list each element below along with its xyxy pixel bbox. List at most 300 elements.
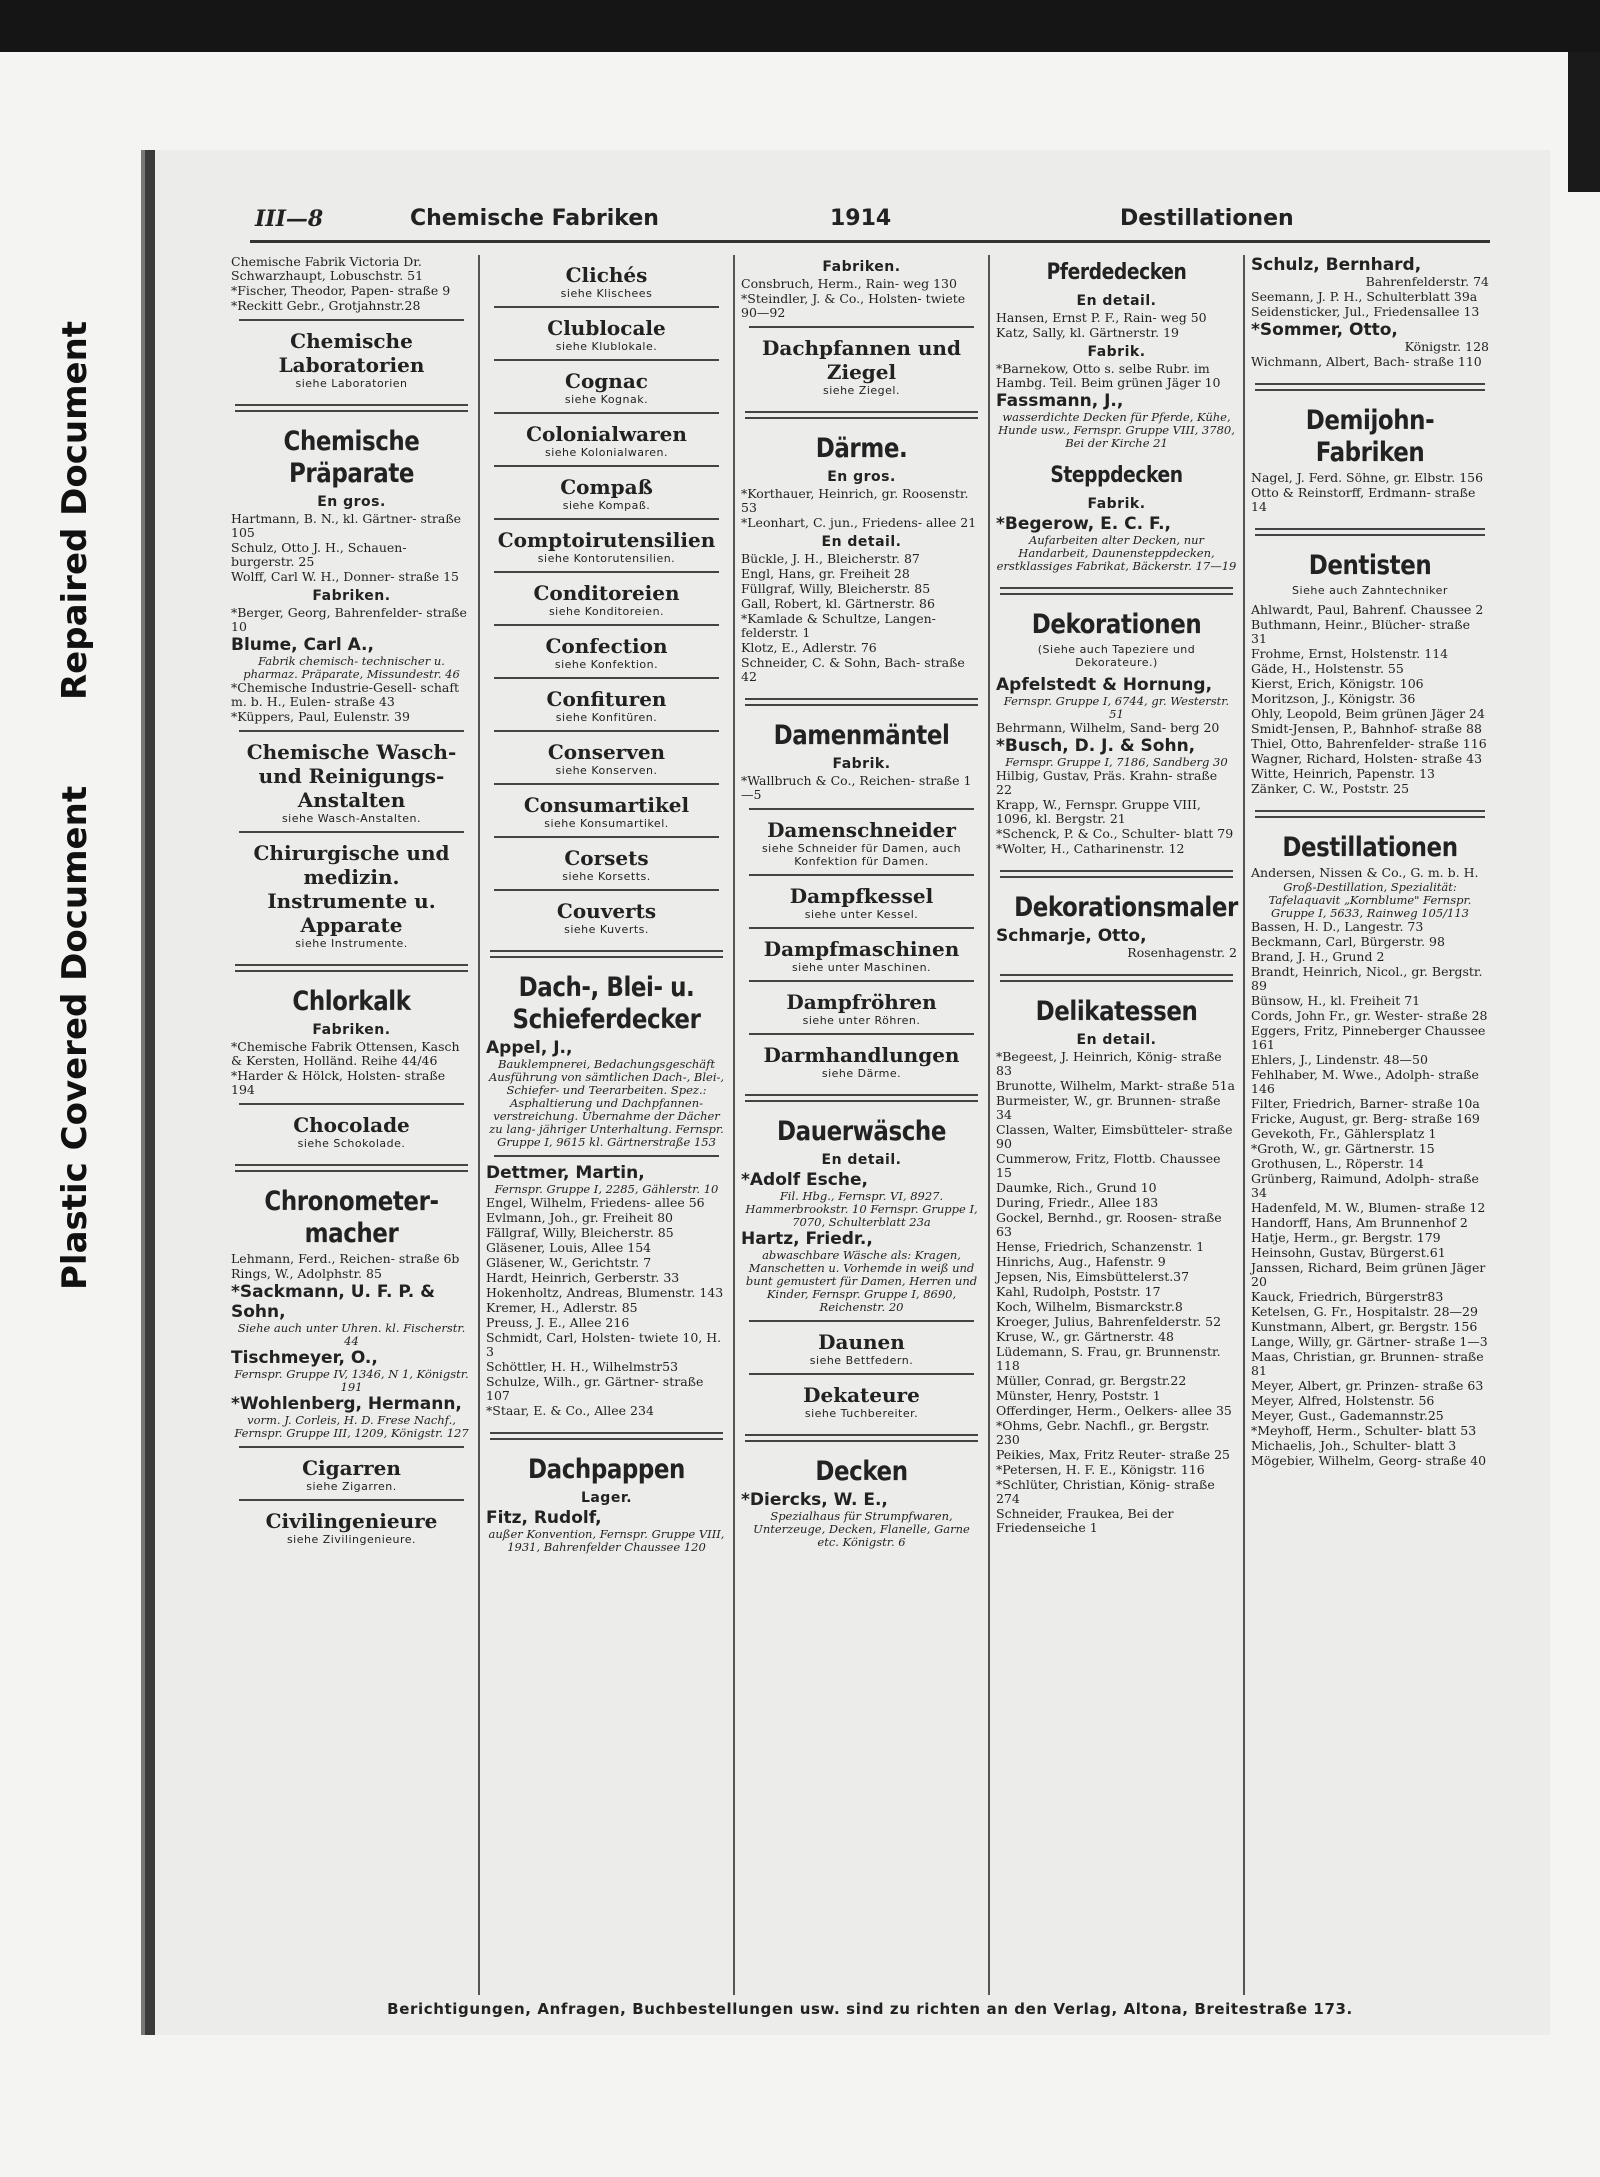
list-item: Gläsener, Louis, Allee 154 [486,1240,652,1255]
list-item: Hinrichs, Aug., Hafenstr. 9 [996,1254,1166,1269]
firm-details: Aufarbeiten alter Decken, nur Handarbeit, Daunensteppdecken, erstklassiges Fabrikat, Bäckerstr. 17—19 [996,533,1237,573]
subheading: Fabrik. [832,756,891,772]
list-item: Kremer, H., Adlerstr. 85 [486,1300,638,1315]
divider [239,319,464,321]
list-item: Classen, Walter, Eimsbütteler- straße 90 [996,1122,1233,1151]
list-item: Daumke, Rich., Grund 10 [996,1180,1157,1195]
firm-details: wasserdichte Decken für Pferde, Kühe, Hunde usw., Fernspr. Gruppe VIII, 3780, Bei der Kirche 21 [998,410,1235,450]
list-item: Engl, Hans, gr. Freiheit 28 [741,566,910,581]
section-heading: Chronometer- macher [264,1186,439,1249]
list-item: Seemann, J. P. H., Schulterblatt 39a [1251,289,1478,304]
list-item: Koch, Wilhelm, Bismarckstr.8 [996,1299,1183,1314]
firm-name: *Begerow, E. C. F., [996,514,1172,534]
section-heading: Consumartikel [523,793,690,817]
column-5 [1245,255,1495,1995]
list-item: Fricke, August, gr. Berg- straße 169 [1251,1111,1480,1126]
firm-name: Dettmer, Martin, [486,1163,645,1183]
section-heading: Dampfröhren [786,990,937,1014]
firm-name: *Diercks, W. E., [741,1490,888,1510]
firm-name: Fitz, Rudolf, [486,1508,602,1528]
list-item: *Kamlade & Schultze, Langen- felderstr. 1 [741,611,936,640]
list-item: Füllgraf, Willy, Bleicherstr. 85 [741,581,931,596]
section-heading: Compaß [560,475,653,499]
see-reference: siehe Bettfedern. [809,1354,914,1367]
section-heading: Colonialwaren [526,422,687,446]
list-item: Klotz, E., Adlerstr. 76 [741,640,877,655]
firm-name: Hartz, Friedr., [741,1229,873,1249]
section-heading: Darmhandlungen [763,1043,960,1067]
section-heading: Dampfkessel [789,884,934,908]
list-item: Eggers, Fritz, Pinneberger Chaussee 161 [1251,1023,1486,1052]
list-item: Brand, J. H., Grund 2 [1251,949,1385,964]
repaired-document-label: Repaired Document [55,320,95,700]
divider [494,889,719,891]
list-item: *Harder & Hölck, Holsten- straße 194 [231,1068,446,1097]
see-reference: siehe Konfitüren. [555,711,658,724]
list-item: Offerdinger, Herm., Oelkers- allee 35 [996,1403,1232,1418]
divider [749,980,974,982]
divider [494,412,719,414]
see-reference: siehe Konditoreien. [548,605,665,618]
divider [494,677,719,679]
firm-details: Königstr. 128 [1404,339,1489,354]
divider [494,359,719,361]
list-item: Hardt, Heinrich, Gerberstr. 33 [486,1270,680,1285]
divider [1000,587,1233,595]
section-heading: Chocolade [293,1113,410,1137]
see-reference: siehe Zivilingenieure. [286,1533,417,1546]
list-item: Schneider, Fraukea, Bei der Friedenseiche 1 [996,1506,1174,1535]
see-reference: siehe Kompaß. [562,499,651,512]
divider [749,326,974,328]
list-item: Schulz, Otto J. H., Schauen- burgerstr. 25 [231,540,407,569]
list-item: Michaelis, Joh., Schulter- blatt 3 [1251,1438,1457,1453]
list-item: Burmeister, W., gr. Brunnen- straße 34 [996,1093,1221,1122]
section-heading: Cigarren [302,1456,401,1480]
list-item: *Küppers, Paul, Eulenstr. 39 [231,709,410,724]
list-item: *Petersen, H. F. E., Königstr. 116 [996,1462,1205,1477]
list-item: Müller, Conrad, gr. Bergstr.22 [996,1373,1187,1388]
see-reference: siehe Konserven. [555,764,658,777]
list-item: Wagner, Richard, Holsten- straße 43 [1251,751,1483,766]
list-item: Peikies, Max, Fritz Reuter- straße 25 [996,1447,1230,1462]
divider [494,783,719,785]
divider [494,571,719,573]
list-item: Andersen, Nissen & Co., G. m. b. H. [1251,865,1479,880]
list-item: *Chemische Industrie-Gesell- schaft m. b. H., Eulen- straße 43 [231,680,459,709]
list-item: Wolff, Carl W. H., Donner- straße 15 [231,569,460,584]
section-heading: Dachpappen [528,1454,685,1485]
section-heading: Dekorationsmaler [1014,892,1238,923]
list-item: Grothusen, L., Röperstr. 14 [1251,1156,1424,1171]
see-reference: siehe Kuverts. [564,923,649,936]
see-reference: siehe Schneider für Damen, auch Konfektion für Damen. [761,842,962,868]
list-item: Janssen, Richard, Beim grünen Jäger 20 [1251,1260,1486,1289]
list-item: Krapp, W., Fernspr. Gruppe VIII, 1096, kl. Bergstr. 21 [996,797,1201,826]
list-item: Maas, Christian, gr. Brunnen- straße 81 [1251,1349,1484,1378]
column-3 [735,255,990,1995]
subheading: Fabriken. [312,1022,391,1038]
list-item: Ahlwardt, Paul, Bahrenf. Chaussee 2 [1251,602,1484,617]
section-heading: Dekateure [803,1383,920,1407]
list-item: Gall, Robert, kl. Gärtnerstr. 86 [741,596,935,611]
divider [745,1434,978,1442]
divider [1255,383,1485,391]
list-item: *Schenck, P. & Co., Schulter- blatt 79 [996,826,1234,841]
list-item: Hartmann, B. N., kl. Gärtner- straße 105 [231,511,462,540]
list-item: Kroeger, Julius, Bahrenfelderstr. 52 [996,1314,1222,1329]
section-heading: Conserven [547,740,666,764]
list-item: Hokenholtz, Andreas, Blumenstr. 143 [486,1285,724,1300]
list-item: Ehlers, J., Lindenstr. 48—50 [1251,1052,1428,1067]
see-reference: siehe Konfektion. [554,658,659,671]
section-heading: Demijohn-Fabriken [1305,405,1435,468]
columns [225,255,1495,1995]
section-heading: Chemische Präparate [283,426,420,489]
section-heading: Chemische Laboratorien [278,329,425,377]
section-heading: Decken [815,1456,908,1487]
list-item: Gockel, Bernhd., gr. Roosen- straße 63 [996,1210,1222,1239]
list-item: *Groth, W., gr. Gärtnerstr. 15 [1251,1141,1435,1156]
list-item: Kierst, Erich, Königstr. 106 [1251,676,1424,691]
subheading: Fabrik. [1087,496,1146,512]
divider [490,1432,723,1440]
divider [494,624,719,626]
list-item: Meyer, Alfred, Holstenstr. 56 [1251,1393,1435,1408]
divider [235,404,468,412]
see-reference: siehe unter Röhren. [802,1014,921,1027]
firm-details: Fernspr. Gruppe IV, 1346, N 1, Königstr. 191 [234,1367,469,1394]
section-heading: Confituren [546,687,667,711]
list-item: Bassen, H. D., Langestr. 73 [1251,919,1424,934]
firm-details: Spezialhaus für Strumpfwaren, Unterzeuge, Decken, Flanelle, Garne etc. Königstr. 6 [753,1509,970,1549]
list-item: Hadenfeld, M. W., Blumen- straße 12 [1251,1200,1486,1215]
see-reference: siehe Klischees [560,287,653,300]
see-reference: siehe Därme. [821,1067,902,1080]
see-reference: siehe Kognak. [564,393,649,406]
list-item: Ketelsen, G. Fr., Hospitalstr. 28—29 [1251,1304,1478,1319]
subheading: En detail. [1076,1032,1157,1048]
see-reference: siehe Ziegel. [823,384,900,397]
subheading: Fabrik. [1087,344,1146,360]
firm-name: *Adolf Esche, [741,1170,868,1190]
page-header [250,200,1490,243]
divider [494,306,719,308]
list-item: Moritzson, J., Königstr. 36 [1251,691,1416,706]
see-reference: siehe Kontorutensilien. [537,552,676,565]
list-item: Engel, Wilhelm, Friedens- allee 56 [486,1195,705,1210]
section-heading: Chlorkalk [292,986,411,1017]
see-reference: siehe Schokolade. [297,1137,406,1150]
subheading: En gros. [827,469,896,485]
list-item: Mögebier, Wilhelm, Georg- straße 40 [1251,1453,1487,1468]
see-reference: siehe unter Kessel. [804,908,919,921]
section-heading: Confection [545,634,668,658]
firm-name: Appel, J., [486,1038,573,1058]
header-year: 1914 [830,206,892,231]
list-item: Gäde, H., Holstenstr. 55 [1251,661,1404,676]
list-item: *Staar, E. & Co., Allee 234 [486,1403,654,1418]
section-heading: Couverts [556,899,657,923]
list-item: Jepsen, Nis, Eimsbüttelerst.37 [996,1269,1190,1284]
section-heading: Delikatessen [1035,996,1198,1027]
header-left-title: Chemische Fabriken [410,206,659,231]
list-item: *Reckitt Gebr., Grotjahnstr.28 [231,298,421,313]
plastic-covered-label: Plastic Covered Document [55,785,95,1290]
firm-details: vorm. J. Corleis, H. D. Frese Nachf., Fernspr. Gruppe III, 1209, Königstr. 127 [234,1413,469,1440]
divider [1000,870,1233,878]
list-item: Ohly, Leopold, Beim grünen Jäger 24 [1251,706,1485,721]
divider [239,1446,464,1448]
list-item: *Korthauer, Heinrich, gr. Roosenstr. 53 [741,486,969,515]
see-reference: siehe Kolonialwaren. [544,446,669,459]
column-1 [225,255,480,1995]
divider [1255,810,1485,818]
firm-details: Fil. Hbg., Fernspr. VI, 8927. Hammerbrookstr. 10 Fernspr. Gruppe I, 7070, Schulterblatt 23a [745,1189,978,1229]
list-item: Kahl, Rudolph, Poststr. 17 [996,1284,1161,1299]
list-item: Bückle, J. H., Bleicherstr. 87 [741,551,920,566]
list-item: Lehmann, Ferd., Reichen- straße 6b [231,1251,460,1266]
divider [749,927,974,929]
list-item: *Wallbruch & Co., Reichen- straße 1—5 [741,773,972,802]
list-item: Seidensticker, Jul., Friedensallee 13 [1251,304,1480,319]
list-item: Fehlhaber, M. Wwe., Adolph- straße 146 [1251,1067,1479,1096]
scan-right-border [1568,52,1600,192]
firm-details: abwaschbare Wäsche als: Kragen, Manschetten u. Vorhemde in weiß und bunt gemustert für Damen, Herren und Kinder, Fernspr. Gruppe I, 8690, Reichenstr. 20 [745,1248,978,1314]
section-heading: Steppdecken [1050,463,1183,488]
list-item: Otto & Reinstorff, Erdmann- straße 14 [1251,485,1476,514]
list-item: *Barnekow, Otto s. selbe Rubr. im Hambg. Teil. Beim grünen Jäger 10 [996,361,1221,390]
list-item: *Schlüter, Christian, König- straße 274 [996,1477,1215,1506]
divider [749,1373,974,1375]
list-item: Heinsohn, Gustav, Bürgerst.61 [1251,1245,1446,1260]
list-item: Hense, Friedrich, Schanzenstr. 1 [996,1239,1205,1254]
list-item: Rings, W., Adolphstr. 85 [231,1266,382,1281]
list-item: *Begeest, J. Heinrich, König- straße 83 [996,1049,1222,1078]
section-heading: Chirurgische und medizin. Instrumente u. Apparate [253,841,450,937]
firm-details: Bauklempnerei, Bedachungsgeschäft Ausführung von sämtlichen Dach-, Blei-, Schiefer- und Teerarbeiten. Spez.: Asphaltierung und Dachpfannen- verstreichung. Übernahme der Dächer zu lang- jähriger Unterhaltung. Fernspr. Gruppe I, 9615 kl. Gärtnerstraße 153 [488,1057,725,1149]
see-reference: siehe Korsetts. [562,870,651,883]
section-heading: Dauerwäsche [777,1116,946,1147]
divider [1255,528,1485,536]
list-item: Evlmann, Joh., gr. Freiheit 80 [486,1210,673,1225]
list-item: Schmidt, Carl, Holsten- twiete 10, H. 3 [486,1330,722,1359]
list-item: Cords, John Fr., gr. Wester- straße 28 [1251,1008,1488,1023]
see-reference: siehe Zigarren. [306,1480,397,1493]
firm-name: Schmarje, Otto, [996,926,1147,946]
list-item: Grünberg, Raimund, Adolph- straße 34 [1251,1171,1479,1200]
divider [749,808,974,810]
list-item: Hilbig, Gustav, Präs. Krahn- straße 22 [996,768,1218,797]
section-heading: Därme. [815,433,908,464]
list-item: Filter, Friedrich, Barner- straße 10a [1251,1096,1480,1111]
divider [745,698,978,706]
firm-details: außer Konvention, Fernspr. Gruppe VIII, 1931, Bahrenfelder Chaussee 120 [488,1527,725,1554]
list-item: Meyer, Albert, gr. Prinzen- straße 63 [1251,1378,1484,1393]
subheading: En detail. [1076,293,1157,309]
see-reference: siehe Konsumartikel. [544,817,669,830]
list-item: Cummerow, Fritz, Flottb. Chaussee 15 [996,1151,1221,1180]
divider [1000,974,1233,982]
section-heading: Dach-, Blei- u. Schieferdecker [512,972,701,1035]
section-heading: Damenmäntel [773,720,950,751]
section-heading: Dachpfannen und Ziegel [762,336,961,384]
list-item: *Berger, Georg, Bahrenfelder- straße 10 [231,605,467,634]
see-reference: Siehe auch Zahntechniker [1292,584,1448,597]
divider [239,831,464,833]
list-item: Frohme, Ernst, Holstenstr. 114 [1251,646,1449,661]
firm-name: *Busch, D. J. & Sohn, [996,736,1196,756]
firm-name: Apfelstedt & Hornung, [996,675,1213,695]
divider [239,1499,464,1501]
list-item: Kruse, W., gr. Gärtnerstr. 48 [996,1329,1175,1344]
divider [494,836,719,838]
subheading: Fabriken. [822,259,901,275]
list-item: Meyer, Gust., Gademannstr.25 [1251,1408,1444,1423]
list-item: Nagel, J. Ferd. Söhne, gr. Elbstr. 156 [1251,470,1484,485]
firm-name: *Sackmann, U. F. P. & Sohn, [231,1282,435,1322]
page-footer: Berichtigungen, Anfragen, Buchbestellungen usw. sind zu richten an den Verlag, Altona, Breitestraße 173. [387,2000,1353,2018]
firm-details: Groß-Destillation, Spezialität: Tafelaquavit „Kornblume" Fernspr. Gruppe I, 5633, Rainweg 105/113 [1268,880,1472,920]
list-item: Schöttler, H. H., Wilhelmstr53 [486,1359,679,1374]
section-heading: Comptoirutensilien [497,528,716,552]
list-item: Wichmann, Albert, Bach- straße 110 [1251,354,1482,369]
list-item: *Wolter, H., Catharinenstr. 12 [996,841,1185,856]
see-reference: siehe Instrumente. [295,937,408,950]
divider [745,1094,978,1102]
section-heading: Conditoreien [533,581,680,605]
divider [494,518,719,520]
list-item: Lange, Willy, gr. Gärtner- straße 1—3 [1251,1334,1488,1349]
list-item: During, Friedr., Allee 183 [996,1195,1159,1210]
list-item: Hatje, Herm., gr. Bergstr. 179 [1251,1230,1441,1245]
firm-details: Fernspr. Gruppe I, 2285, Gählerstr. 10 [494,1182,719,1196]
section-heading: Pferdedecken [1046,260,1187,285]
list-item: Beckmann, Carl, Bürgerstr. 98 [1251,934,1445,949]
list-item: Behrmann, Wilhelm, Sand- berg 20 [996,720,1220,735]
list-item: Brunotte, Wilhelm, Markt- straße 51a [996,1078,1236,1093]
section-heading: Civilingenieure [265,1509,438,1533]
subheading: En gros. [317,494,386,510]
section-heading: Clublocale [547,316,666,340]
list-item: Buthmann, Heinr., Blücher- straße 31 [1251,617,1471,646]
list-item: Smidt-Jensen, P., Bahnhof- straße 88 [1251,721,1482,736]
firm-details: Fernspr. Gruppe I, 7186, Sandberg 30 [1005,755,1228,769]
divider [749,1033,974,1035]
list-item: Schneider, C. & Sohn, Bach- straße 42 [741,655,965,684]
list-item: Brandt, Heinrich, Nicol., gr. Bergstr. 89 [1251,964,1483,993]
section-heading: Damenschneider [767,818,956,842]
list-item: Münster, Henry, Poststr. 1 [996,1388,1161,1403]
list-item: *Meyhoff, Herm., Schulter- blatt 53 [1251,1423,1477,1438]
list-item: Thiel, Otto, Bahrenfelder- straße 116 [1251,736,1487,751]
divider [745,411,978,419]
list-item: Katz, Sally, kl. Gärtnerstr. 19 [996,325,1179,340]
list-item: Lüdemann, S. Frau, gr. Brunnenstr. 118 [996,1344,1221,1373]
divider [494,730,719,732]
see-reference: siehe Tuchbereiter. [804,1407,919,1420]
subheading: Fabriken. [312,588,391,604]
list-item: Witte, Heinrich, Papenstr. 13 [1251,766,1435,781]
firm-details: Siehe auch unter Uhren. kl. Fischerstr. 44 [237,1321,466,1348]
divider [749,874,974,876]
section-heading: Dampfmaschinen [763,937,960,961]
list-item: Gevekoth, Fr., Gählersplatz 1 [1251,1126,1437,1141]
firm-details: Fabrik chemisch- technischer u. pharmaz. Präparate, Missundestr. 46 [243,654,460,681]
list-item: Handorff, Hans, Am Brunnenhof 2 [1251,1215,1468,1230]
firm-details: Bahrenfelderstr. 74 [1365,274,1489,289]
see-reference: siehe Laboratorien [295,377,408,390]
list-item: Kunstmann, Albert, gr. Bergstr. 156 [1251,1319,1478,1334]
side-labels [55,170,145,1290]
see-reference: (Siehe auch Tapeziere und Dekorateure.) [1037,643,1196,669]
subheading: En detail. [821,534,902,550]
divider [494,1155,719,1157]
list-item: Gläsener, W., Gerichtstr. 7 [486,1255,652,1270]
divider [239,730,464,732]
divider [749,1320,974,1322]
section-heading: Clichés [565,263,648,287]
list-item: Consbruch, Herm., Rain- weg 130 [741,276,957,291]
list-item: *Steindler, J. & Co., Holsten- twiete 90—92 [741,291,966,320]
see-reference: siehe Klublokale. [555,340,658,353]
firm-name: Tischmeyer, O., [231,1348,378,1368]
section-heading: Destillationen [1282,832,1458,863]
subheading: En detail. [821,1152,902,1168]
firm-details: Fernspr. Gruppe I, 6744, gr. Westerstr. 51 [1003,694,1230,721]
list-item: *Fischer, Theodor, Papen- straße 9 [231,283,451,298]
firm-name: Blume, Carl A., [231,635,374,655]
section-heading: Dentisten [1308,550,1432,581]
list-item: *Chemische Fabrik Ottensen, Kasch & Kersten, Holländ. Reihe 44/46 [231,1039,460,1068]
divider [494,465,719,467]
divider [235,964,468,972]
firm-name: Schulz, Bernhard, [1251,255,1422,275]
divider [239,1103,464,1105]
section-heading: Dekorationen [1031,609,1202,640]
firm-name: Fassmann, J., [996,391,1124,411]
list-item: Kauck, Friedrich, Bürgerstr83 [1251,1289,1444,1304]
column-4 [990,255,1245,1995]
list-item: Schulze, Wilh., gr. Gärtner- straße 107 [486,1374,704,1403]
header-right-title: Destillationen [1120,206,1294,231]
subheading: Lager. [580,1490,633,1506]
section-heading: Cognac [565,369,648,393]
see-reference: siehe Wasch-Anstalten. [281,812,422,825]
section-heading: Daunen [818,1330,905,1354]
list-item: *Leonhart, C. jun., Friedens- allee 21 [741,515,977,530]
directory-page [145,150,1550,2035]
list-item: *Ohms, Gebr. Nachfl., gr. Bergstr. 230 [996,1418,1210,1447]
column-2 [480,255,735,1995]
firm-details: Rosenhagenstr. 2 [1127,945,1237,960]
firm-name: *Wohlenberg, Hermann, [231,1394,462,1414]
divider [235,1164,468,1172]
section-heading: Corsets [564,846,649,870]
divider [490,950,723,958]
list-item: Preuss, J. E., Allee 216 [486,1315,630,1330]
scan-top-border [0,0,1600,52]
see-reference: siehe unter Maschinen. [791,961,932,974]
list-item: Fällgraf, Willy, Bleicherstr. 85 [486,1225,674,1240]
list-item: Zänker, C. W., Poststr. 25 [1251,781,1410,796]
firm-name: *Sommer, Otto, [1251,320,1398,340]
section-heading: Chemische Wasch- und Reinigungs-Anstalten [246,740,457,812]
page-number: III—8 [255,206,324,232]
list-item: Hansen, Ernst P. F., Rain- weg 50 [996,310,1207,325]
list-item: Bünsow, H., kl. Freiheit 71 [1251,993,1421,1008]
list-item: Chemische Fabrik Victoria Dr. Schwarzhaupt, Lobuschstr. 51 [231,255,424,283]
